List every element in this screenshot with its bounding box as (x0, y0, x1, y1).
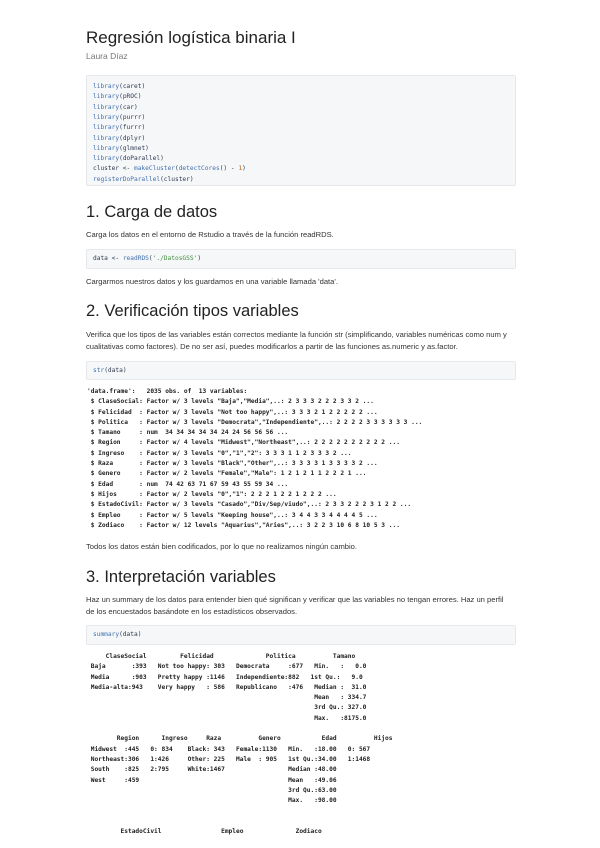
document-title: Regresión logística binaria I (86, 28, 296, 47)
section-heading-verificacion: 2. Verificación tipos variables (86, 302, 299, 320)
str-code-block (86, 361, 516, 380)
section-carga-after: Cargarmos nuestros datos y los guardamos en una variable llamada 'data'. (86, 277, 338, 286)
setup-code-line: library(dplyr) (93, 134, 146, 142)
setup-code-line: registerDoParallel(cluster) (93, 175, 194, 183)
section-interpretacion-intro: Haz un summary de los datos para entender bien qué significan y verificar que las variables no tengan errores. Haz un perfil de los encuestados basándote en los estadísticos observados. (86, 595, 504, 616)
str-output: 'data.frame': 2035 obs. of 13 variables: $ ClaseSocial: Factor w/ 3 levels "Baja","Media",..: 2 3 3 3 2 2 2 3 3 2 ... $ Felicidad : Factor w/ 3 levels "Not too happy",..: 3 3 3 2 1 2 2 2 2 2 ... $ Politica : Factor w/ 3 levels "Democrata","Independiente",..: 2 2 2 2 3 3 3 3 3 3 ... $ Tamano : num 34 34 34 34 34 24 24 56 56 56 ... $ Region : Factor w/ 4 levels "Midwest","Northeast",..: 2 2 2 2 2 2 2 2 2 2 ... $ Ingreso : Factor w/ 3 levels "0","1","2": 3 3 3 1 1 2 3 3 3 2 ... $ Raza : Factor w/ 3 levels "Black","Other",..: 3 3 3 3 1 3 3 3 3 2 ... $ Genero : Factor w/ 2 levels "Female","Male": 1 2 1 2 1 1 2 2 2 1 ... $ Edad : num 74 42 63 71 67 59 43 55 59 34 ... $ Hijos : Factor w/ 2 levels "0","1": 2 2 2 1 2 2 1 2 2 2 ... $ EstadoCivil: Factor w/ 3 levels "Casado","Div/Sep/viudo",..: 2 3 3 2 2 2 3 1 2 2 ... $ Empleo : Factor w/ 5 levels "Keeping house",..: 3 4 4 3 3 4 4 4 4 5 ... $ Zodiaco : Factor w/ 12 levels "Aquarius","Aries",..: 3 2 2 3 10 6 8 10 5 3 ... (87, 388, 423, 529)
carga-code-block (86, 249, 516, 269)
setup-code-line: library(furrr) (93, 124, 146, 132)
document-author: Laura Díaz (86, 51, 128, 61)
summary-output: ClaseSocial Felicidad Politica Tamano Baja :393 Not too happy: 303 Democrata :677 Min. : 0.0 Media :903 Pretty happy :1146 Independiente:882 1st Qu.: 9.0 Media-alta:943 Very happy : 586 Republicano :476 Median : 31.0 Mean : 334.7 3rd Qu.: 327.0 Max. :8175.0 Region Ingreso Raza Genero Edad Hijos Midwest :445 0: 834 Black: 343 Female:1130 Min. :18.00 0: 567 Northeast:306 1:426 Other: 225 Male : 905 1st Qu.:34.00 1:1468 South :825 2:795 White:1467 Median :48.00 West :459 Mean :49.06 3rd Qu.:63.00 Max. :98.00 EstadoCivil Empleo Zodiaco (87, 653, 404, 836)
section-verificacion-intro: Verifica que los tipos de las variables están correctos mediante la función str (simplificando, variables numéricas como num y cualitativas como factores). De no ser así, puedes modificarlos a partir de las funciones as.numeric y as.factor. (86, 330, 507, 351)
section-verificacion-after: Todos los datos están bien codificados, por lo que no realizamos ningún cambio. (86, 542, 358, 551)
str-code-line: str(data) (93, 367, 127, 374)
setup-code-line: library(caret) (93, 83, 146, 90)
setup-code-line: library(purrr) (93, 113, 146, 121)
summary-code-block (86, 625, 516, 645)
section-heading-carga: 1. Carga de datos (86, 203, 218, 221)
setup-code-line: cluster <- makeCluster(detectCores() - 1) (93, 165, 246, 173)
setup-code-line: library(glmnet) (93, 144, 149, 152)
summary-code-line: summary(data) (93, 631, 142, 638)
section-carga-intro: Carga los datos en el entorno de Rstudio a través de la función readRDS. (86, 230, 334, 239)
setup-code-line: library(doParallel) (93, 155, 164, 163)
carga-code-line: data <- readRDS('./DatosGSS') (93, 255, 202, 262)
setup-code-block (86, 75, 516, 186)
setup-code-line: library(car) (93, 103, 138, 111)
setup-code-line: library(pROC) (93, 93, 142, 101)
section-heading-interpretacion: 3. Interpretación variables (86, 568, 276, 586)
